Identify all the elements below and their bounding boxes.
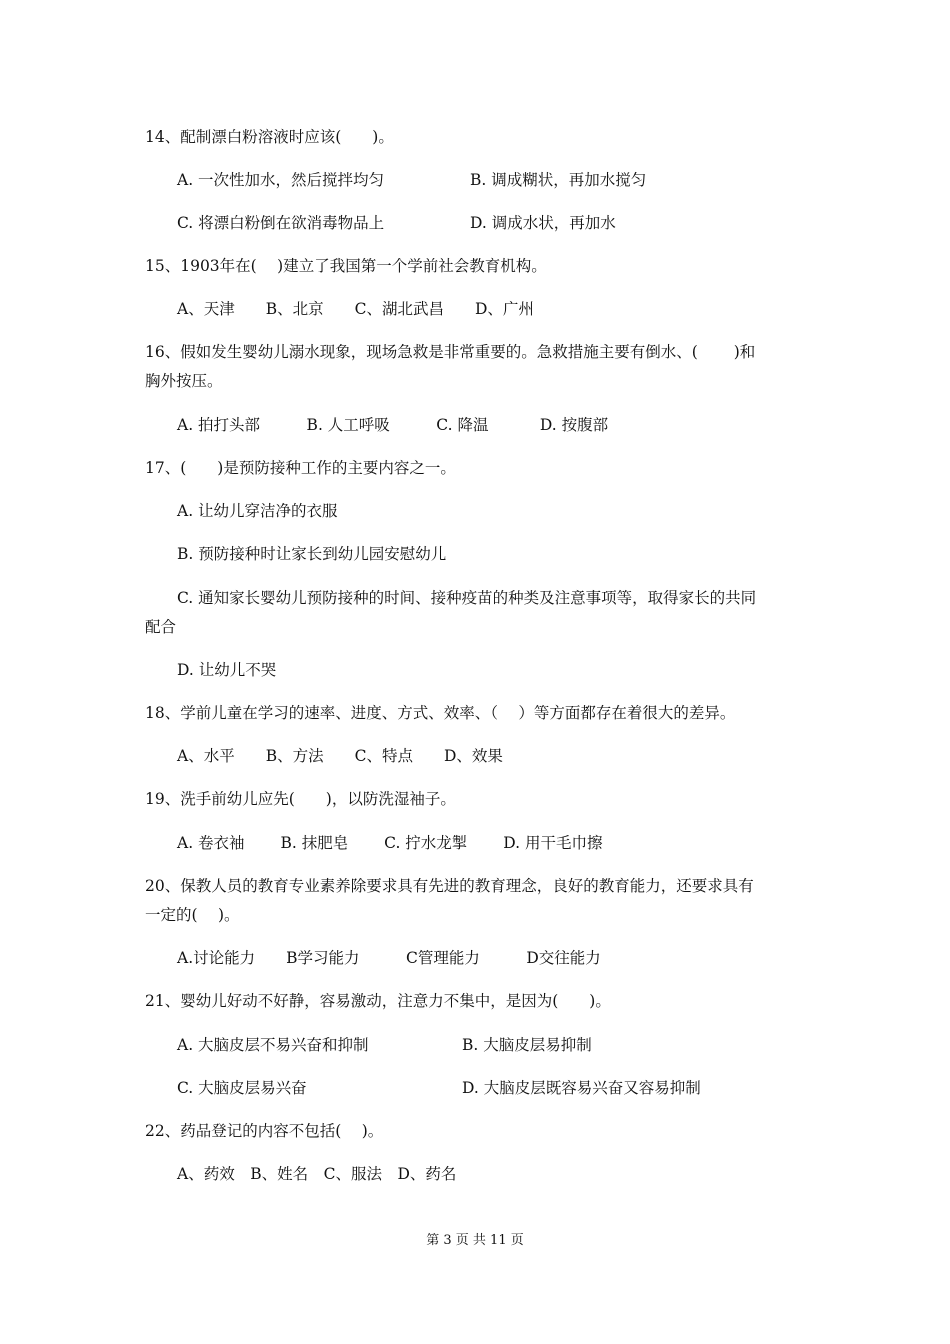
question-15-stem: 15、1903年在( )建立了我国第一个学前社会教育机构。 (145, 257, 547, 275)
question-19-options: A. 卷衣袖 B. 抹肥皂 C. 拧水龙掣 D. 用干毛巾擦 (177, 834, 603, 852)
question-16-options: A. 拍打头部 B. 人工呼吸 C. 降温 D. 按腹部 (177, 416, 609, 434)
question-17-option-d: D. 让幼儿不哭 (177, 661, 277, 679)
question-17-option-b: B. 预防接种时让家长到幼儿园安慰幼儿 (177, 545, 447, 563)
question-14-option-c: C. 将漂白粉倒在欲消毒物品上 (177, 214, 385, 232)
question-18-stem: 18、学前儿童在学习的速率、进度、方式、效率、（ ）等方面都存在着很大的差异。 (145, 704, 736, 722)
question-17-option-c-line2: 配合 (145, 618, 177, 636)
question-21-option-a: A. 大脑皮层不易兴奋和抑制 (177, 1036, 369, 1054)
question-19-stem: 19、洗手前幼儿应先( )，以防洗湿袖子。 (145, 790, 456, 808)
question-20-stem-line2: 一定的( )。 (145, 906, 240, 924)
question-14-option-a: A. 一次性加水，然后搅拌均匀 (177, 171, 385, 189)
question-18-options: A、水平 B、方法 C、特点 D、效果 (177, 747, 503, 765)
question-20-stem-line1: 20、保教人员的教育专业素养除要求具有先进的教育理念，良好的教育能力，还要求具有 (145, 877, 754, 895)
question-16-stem-line1: 16、假如发生婴幼儿溺水现象，现场急救是非常重要的。急救措施主要有倒水、( )和 (145, 343, 756, 361)
question-21-option-c: C. 大脑皮层易兴奋 (177, 1079, 307, 1097)
question-17-option-a: A. 让幼儿穿洁净的衣服 (177, 502, 338, 520)
question-17-option-c-line1: C. 通知家长婴幼儿预防接种的时间、接种疫苗的种类及注意事项等，取得家长的共同 (177, 589, 757, 607)
question-21-option-d: D. 大脑皮层既容易兴奋又容易抑制 (462, 1079, 701, 1097)
question-16-stem-line2: 胸外按压。 (145, 372, 223, 390)
question-14-option-b: B. 调成糊状，再加水搅匀 (470, 171, 647, 189)
question-22-options: A、药效 B、姓名 C、服法 D、药名 (177, 1165, 457, 1183)
question-15-options: A、天津 B、北京 C、湖北武昌 D、广州 (177, 300, 534, 318)
question-21-option-b: B. 大脑皮层易抑制 (462, 1036, 592, 1054)
question-21-stem: 21、婴幼儿好动不好静，容易激动，注意力不集中，是因为( )。 (145, 992, 611, 1010)
question-17-stem: 17、( )是预防接种工作的主要内容之一。 (145, 459, 456, 477)
question-22-stem: 22、药品登记的内容不包括( )。 (145, 1122, 384, 1140)
question-14-stem: 14、配制漂白粉溶液时应该( )。 (145, 128, 394, 146)
page-number-footer: 第 3 页 共 11 页 (426, 1233, 524, 1248)
question-20-options: A.讨论能力 B学习能力 C管理能力 D交往能力 (177, 949, 601, 967)
question-14-option-d: D. 调成水状，再加水 (470, 214, 616, 232)
